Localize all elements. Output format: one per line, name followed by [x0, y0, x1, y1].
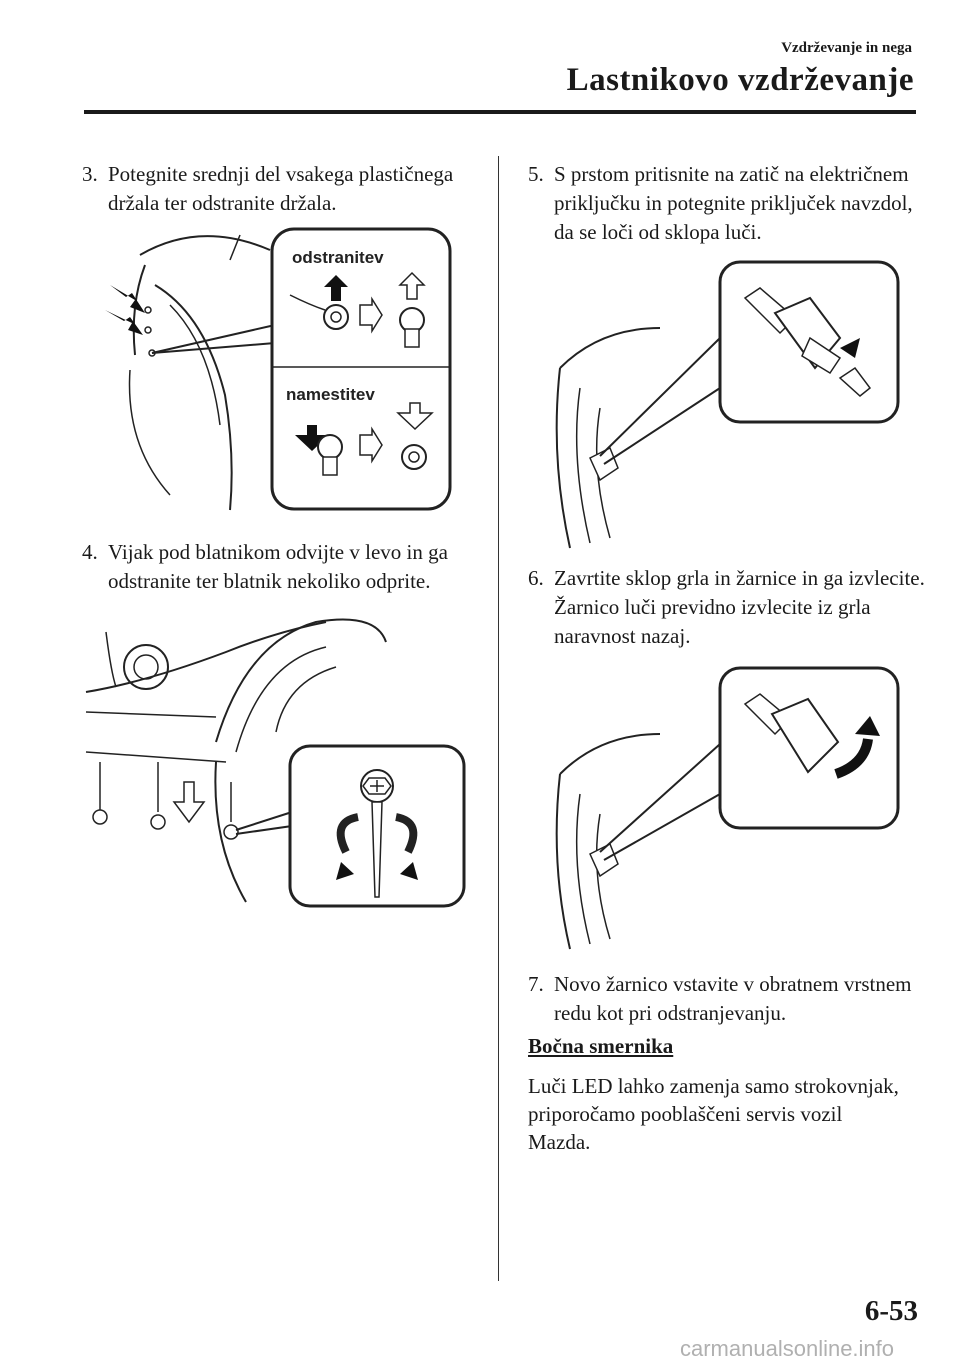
watermark: carmanualsonline.info	[680, 1336, 895, 1361]
fender-screw-figure	[86, 612, 466, 912]
label-remove: odstranitev	[292, 248, 384, 267]
step-number: 7.	[528, 972, 544, 996]
step-5	[528, 160, 928, 247]
clip-figure	[110, 225, 450, 515]
step-text: S prstom pritisnite na zatič na električnem priključku in potegnite priključek navzdol, da se loči od sklopa luči.	[554, 162, 913, 244]
label-install: namestitev	[286, 385, 375, 404]
step-text: Novo žarnico vstavite v obratnem vrstnem redu kot pri odstranjevanju.	[554, 972, 912, 1025]
step-text: Potegnite srednji del vsakega plastičnega držala ter odstranite držala.	[108, 162, 454, 215]
step-number: 5.	[528, 162, 544, 186]
step-4	[82, 538, 477, 596]
step-6	[528, 564, 928, 651]
step-3	[82, 160, 477, 218]
step-number: 6.	[528, 566, 544, 590]
section-title: Vzdrževanje in nega	[781, 40, 912, 56]
subheading-side-marker: Bočna smernika	[528, 1034, 674, 1058]
step-7	[528, 970, 928, 1028]
step-number: 4.	[82, 540, 98, 564]
chapter-title: Lastnikovo vzdrževanje	[566, 62, 914, 98]
step-text: Vijak pod blatnikom odvijte v levo in ga odstranite ter blatnik nekoliko odprite.	[108, 540, 448, 593]
page-number: 6-53	[864, 1295, 918, 1327]
column-divider	[498, 156, 499, 1281]
step-number: 3.	[82, 162, 98, 186]
step-text: Zavrtite sklop grla in žarnice in ga izvlecite. Žarnico luči previdno izvlecite iz grla naravnost nazaj.	[554, 566, 925, 648]
header-rule	[84, 110, 916, 114]
bulb-figure	[540, 664, 900, 949]
side-marker-paragraph: Luči LED lahko zamenja samo strokovnjak, priporočamo pooblaščeni servis vozil Mazda.	[528, 1074, 899, 1154]
connector-figure	[540, 258, 900, 548]
